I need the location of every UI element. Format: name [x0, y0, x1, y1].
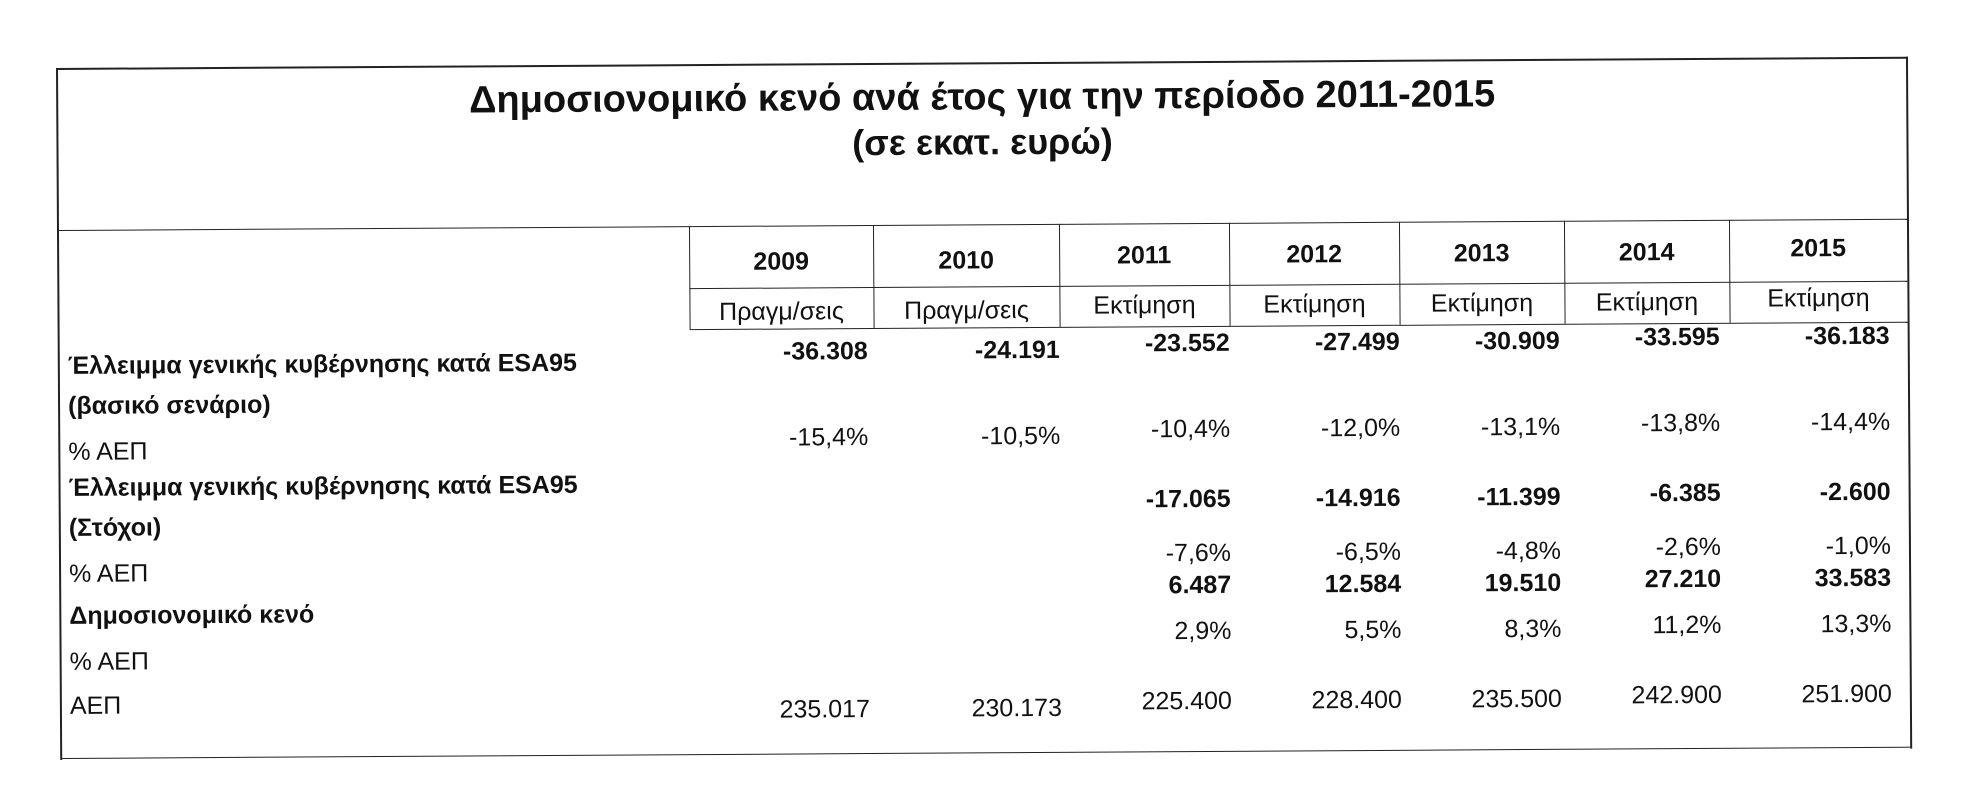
- value-cell: -27.499: [1314, 327, 1400, 357]
- value-cell: -13,8%: [1640, 408, 1721, 438]
- value-cell: -4,8%: [1495, 536, 1562, 566]
- year-header: 2009: [753, 247, 810, 276]
- type-header: Εκτίμηση: [1595, 287, 1699, 317]
- row-label-gap: Δημοσιονομικό κενό: [69, 600, 315, 630]
- value-cell: 13,3%: [1820, 609, 1892, 639]
- value-cell: -6,5%: [1335, 537, 1402, 567]
- row-label-gdp: ΑΕΠ: [69, 691, 122, 720]
- value-cell: 2,9%: [1174, 616, 1232, 646]
- value-cell: 12.584: [1324, 569, 1402, 599]
- year-header: 2012: [1286, 240, 1343, 269]
- value-cell: -15,4%: [788, 423, 869, 452]
- table-title: Δημοσιονομικό κενό ανά έτος για την περίοδο 2011-2015: [469, 73, 1496, 122]
- row-label-deficit-base: Έλλειμμα γενικής κυβέρνησης κατά ESA95: [67, 348, 577, 380]
- value-cell: [699, 547, 869, 548]
- value-cell: 33.583: [1814, 563, 1892, 593]
- header-top-rule: [59, 219, 1907, 231]
- value-cell: -11.399: [1477, 482, 1561, 512]
- value-cell: 11,2%: [1652, 610, 1722, 640]
- value-cell: [699, 579, 869, 580]
- value-cell: -1,0%: [1825, 531, 1892, 561]
- value-cell: 251.900: [1801, 679, 1892, 709]
- table-subtitle: (σε εκατ. ευρώ): [852, 120, 1113, 164]
- value-cell: 230.173: [971, 693, 1063, 723]
- value-cell: [891, 578, 1061, 579]
- table-bottom-rule: [62, 747, 1910, 759]
- year-header: 2013: [1453, 239, 1510, 268]
- value-cell: 5,5%: [1344, 615, 1402, 645]
- value-cell: 228.400: [1311, 685, 1402, 715]
- value-cell: [699, 493, 869, 494]
- value-cell: -2.600: [1819, 477, 1891, 507]
- value-cell: -17.065: [1145, 484, 1231, 514]
- row-label-pct-gdp: % ΑΕΠ: [69, 647, 149, 676]
- value-cell: -7,6%: [1165, 538, 1232, 568]
- type-header: Πραγμ/σεις: [719, 297, 844, 326]
- value-cell: -23.552: [1144, 328, 1230, 358]
- year-header: 2011: [1116, 241, 1172, 270]
- value-cell: -13,1%: [1480, 412, 1561, 442]
- value-cell: 6.487: [1168, 570, 1232, 600]
- value-cell: 19.510: [1484, 568, 1562, 598]
- row-label-deficit-target-sub: (Στόχοι): [68, 513, 162, 542]
- value-cell: [699, 625, 869, 626]
- type-header: Εκτίμηση: [1430, 288, 1534, 318]
- value-cell: -33.595: [1634, 322, 1720, 352]
- value-cell: -14,4%: [1810, 407, 1891, 437]
- value-cell: -14.916: [1315, 483, 1401, 513]
- value-cell: 242.900: [1631, 680, 1722, 710]
- value-cell: -10,4%: [1150, 414, 1231, 444]
- type-header: Εκτίμηση: [1767, 283, 1870, 313]
- value-cell: -24.191: [974, 335, 1060, 365]
- value-cell: [891, 492, 1061, 493]
- value-cell: 8,3%: [1504, 614, 1562, 644]
- value-cell: -30.909: [1474, 326, 1560, 356]
- row-label-pct-gdp: % ΑΕΠ: [68, 437, 148, 466]
- value-cell: 235.500: [1471, 684, 1562, 714]
- year-header: 2015: [1790, 234, 1847, 263]
- value-cell: -6.385: [1649, 478, 1721, 508]
- value-cell: -12,0%: [1320, 413, 1401, 443]
- row-label-pct-gdp: % ΑΕΠ: [69, 559, 149, 588]
- value-cell: 27.210: [1644, 564, 1722, 594]
- value-cell: 235.017: [779, 695, 871, 724]
- type-header: Εκτίμηση: [1093, 291, 1196, 320]
- row-label-deficit-base-sub: (βασικό σενάριο): [67, 390, 271, 420]
- value-cell: -36.308: [782, 337, 868, 366]
- value-cell: -10,5%: [980, 421, 1061, 451]
- type-header: Εκτίμηση: [1263, 290, 1366, 319]
- value-cell: -2,6%: [1655, 532, 1722, 562]
- type-header: Πραγμ/σεις: [904, 296, 1029, 325]
- year-header: 2010: [938, 246, 995, 275]
- value-cell: -36.183: [1804, 321, 1890, 351]
- year-header: 2014: [1618, 238, 1675, 267]
- value-cell: [891, 546, 1061, 547]
- value-cell: 225.400: [1141, 686, 1232, 716]
- table-frame: [56, 57, 1912, 760]
- value-cell: [891, 624, 1061, 625]
- row-label-deficit-target: Έλλειμμα γενικής κυβέρνησης κατά ESA95: [68, 470, 578, 502]
